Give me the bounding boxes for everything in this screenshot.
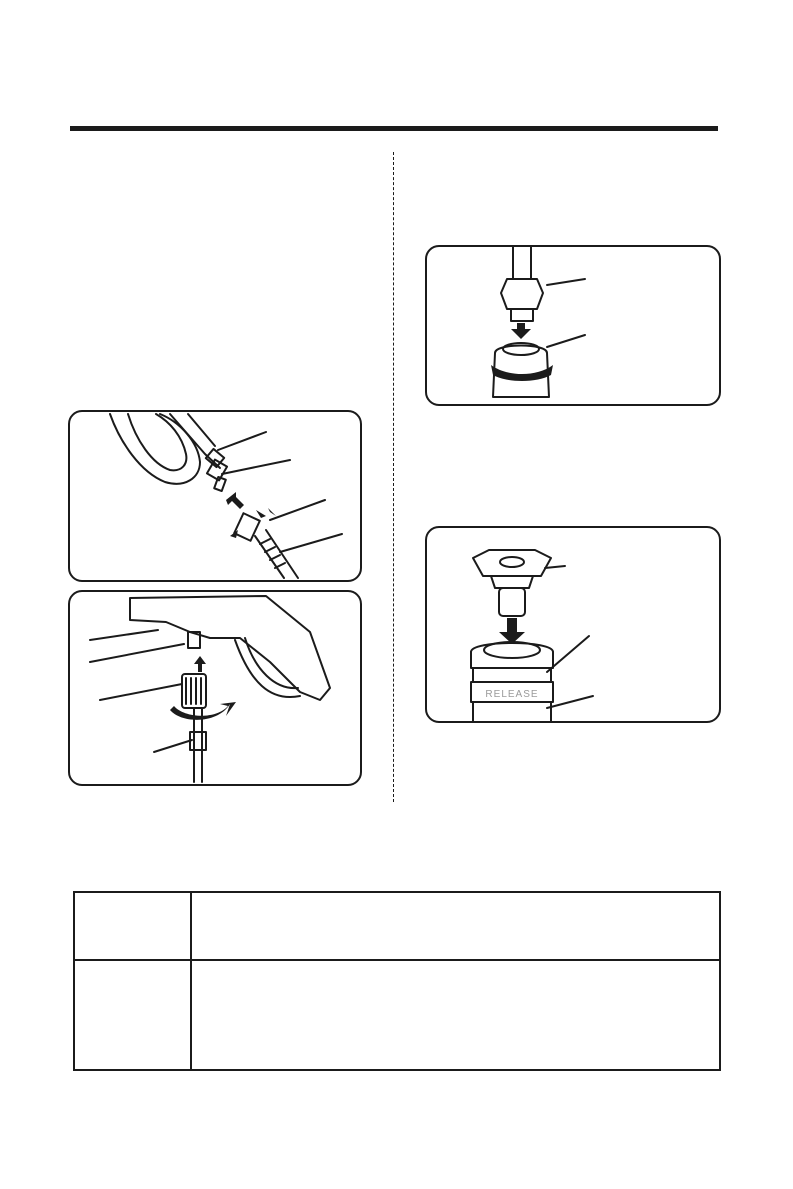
- figure-hose-pump-outlet: [425, 245, 721, 406]
- column-divider: [393, 152, 394, 802]
- table-column-divider: [190, 893, 192, 1069]
- spray-gun-illustration: [70, 592, 360, 784]
- header-rule: [70, 126, 718, 131]
- figure-nozzle-socket: [425, 526, 721, 723]
- quick-connect-nozzle-illustration: [427, 528, 719, 721]
- spray-gun-illustration: [70, 412, 360, 580]
- info-table: [73, 891, 721, 1071]
- figure-gun-tip-coupler: [68, 410, 362, 582]
- hose-fitting-illustration: [427, 247, 719, 404]
- figure-gun-hose-connection: [68, 590, 362, 786]
- release-label: RELEASE: [485, 689, 539, 700]
- table-row-divider: [75, 959, 719, 961]
